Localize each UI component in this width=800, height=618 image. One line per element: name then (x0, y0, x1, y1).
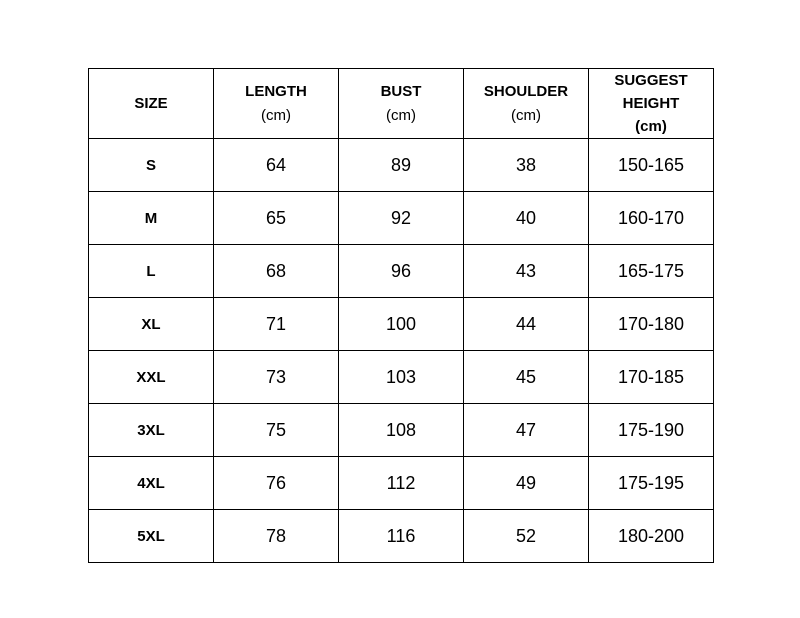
cell-suggest-height: 175-190 (589, 404, 714, 457)
cell-bust: 100 (339, 298, 464, 351)
header-shoulder-unit: (cm) (511, 106, 541, 124)
header-size-label: SIZE (134, 94, 168, 112)
cell-length: 71 (214, 298, 339, 351)
header-suggest-height (589, 69, 714, 139)
cell-suggest-height: 175-195 (589, 457, 714, 510)
cell-shoulder: 38 (464, 139, 589, 192)
cell-shoulder: 47 (464, 404, 589, 457)
table-row (89, 245, 714, 298)
cell-bust: 108 (339, 404, 464, 457)
header-suggest-height-unit: (cm) (635, 118, 667, 135)
header-shoulder-label: SHOULDER (483, 82, 569, 100)
cell-suggest-height: 160-170 (589, 192, 714, 245)
header-bust-label: BUST (380, 82, 422, 100)
cell-suggest-height: 150-165 (589, 139, 714, 192)
cell-suggest-height: 170-180 (589, 298, 714, 351)
cell-suggest-height: 170-185 (589, 351, 714, 404)
table-row (89, 351, 714, 404)
cell-size: M (89, 192, 214, 245)
cell-length: 76 (214, 457, 339, 510)
size-chart-table (88, 68, 714, 563)
cell-shoulder: 40 (464, 192, 589, 245)
table-row (89, 457, 714, 510)
cell-size: 5XL (89, 510, 214, 563)
table-row (89, 298, 714, 351)
header-bust (339, 69, 464, 139)
header-length-unit: (cm) (261, 106, 291, 124)
cell-size: L (89, 245, 214, 298)
cell-bust: 103 (339, 351, 464, 404)
cell-bust: 112 (339, 457, 464, 510)
cell-suggest-height: 165-175 (589, 245, 714, 298)
cell-size: 4XL (89, 457, 214, 510)
cell-shoulder: 52 (464, 510, 589, 563)
cell-length: 65 (214, 192, 339, 245)
cell-length: 78 (214, 510, 339, 563)
table-row (89, 139, 714, 192)
cell-shoulder: 44 (464, 298, 589, 351)
table-row (89, 404, 714, 457)
header-length-label: LENGTH (245, 82, 307, 100)
cell-shoulder: 43 (464, 245, 589, 298)
cell-size: S (89, 139, 214, 192)
table-header (89, 69, 714, 139)
cell-length: 68 (214, 245, 339, 298)
cell-bust: 96 (339, 245, 464, 298)
cell-size: XL (89, 298, 214, 351)
header-size (89, 69, 214, 139)
cell-size: XXL (89, 351, 214, 404)
cell-size: 3XL (89, 404, 214, 457)
header-bust-unit: (cm) (386, 106, 416, 124)
table-body (89, 139, 714, 563)
header-suggest-height-label: SUGGEST HEIGHT (614, 72, 688, 112)
cell-shoulder: 45 (464, 351, 589, 404)
table-row (89, 510, 714, 563)
cell-length: 73 (214, 351, 339, 404)
header-length (214, 69, 339, 139)
table-row (89, 192, 714, 245)
cell-bust: 89 (339, 139, 464, 192)
cell-suggest-height: 180-200 (589, 510, 714, 563)
cell-bust: 92 (339, 192, 464, 245)
header-row (89, 69, 714, 139)
cell-shoulder: 49 (464, 457, 589, 510)
cell-bust: 116 (339, 510, 464, 563)
cell-length: 75 (214, 404, 339, 457)
cell-length: 64 (214, 139, 339, 192)
header-shoulder (464, 69, 589, 139)
